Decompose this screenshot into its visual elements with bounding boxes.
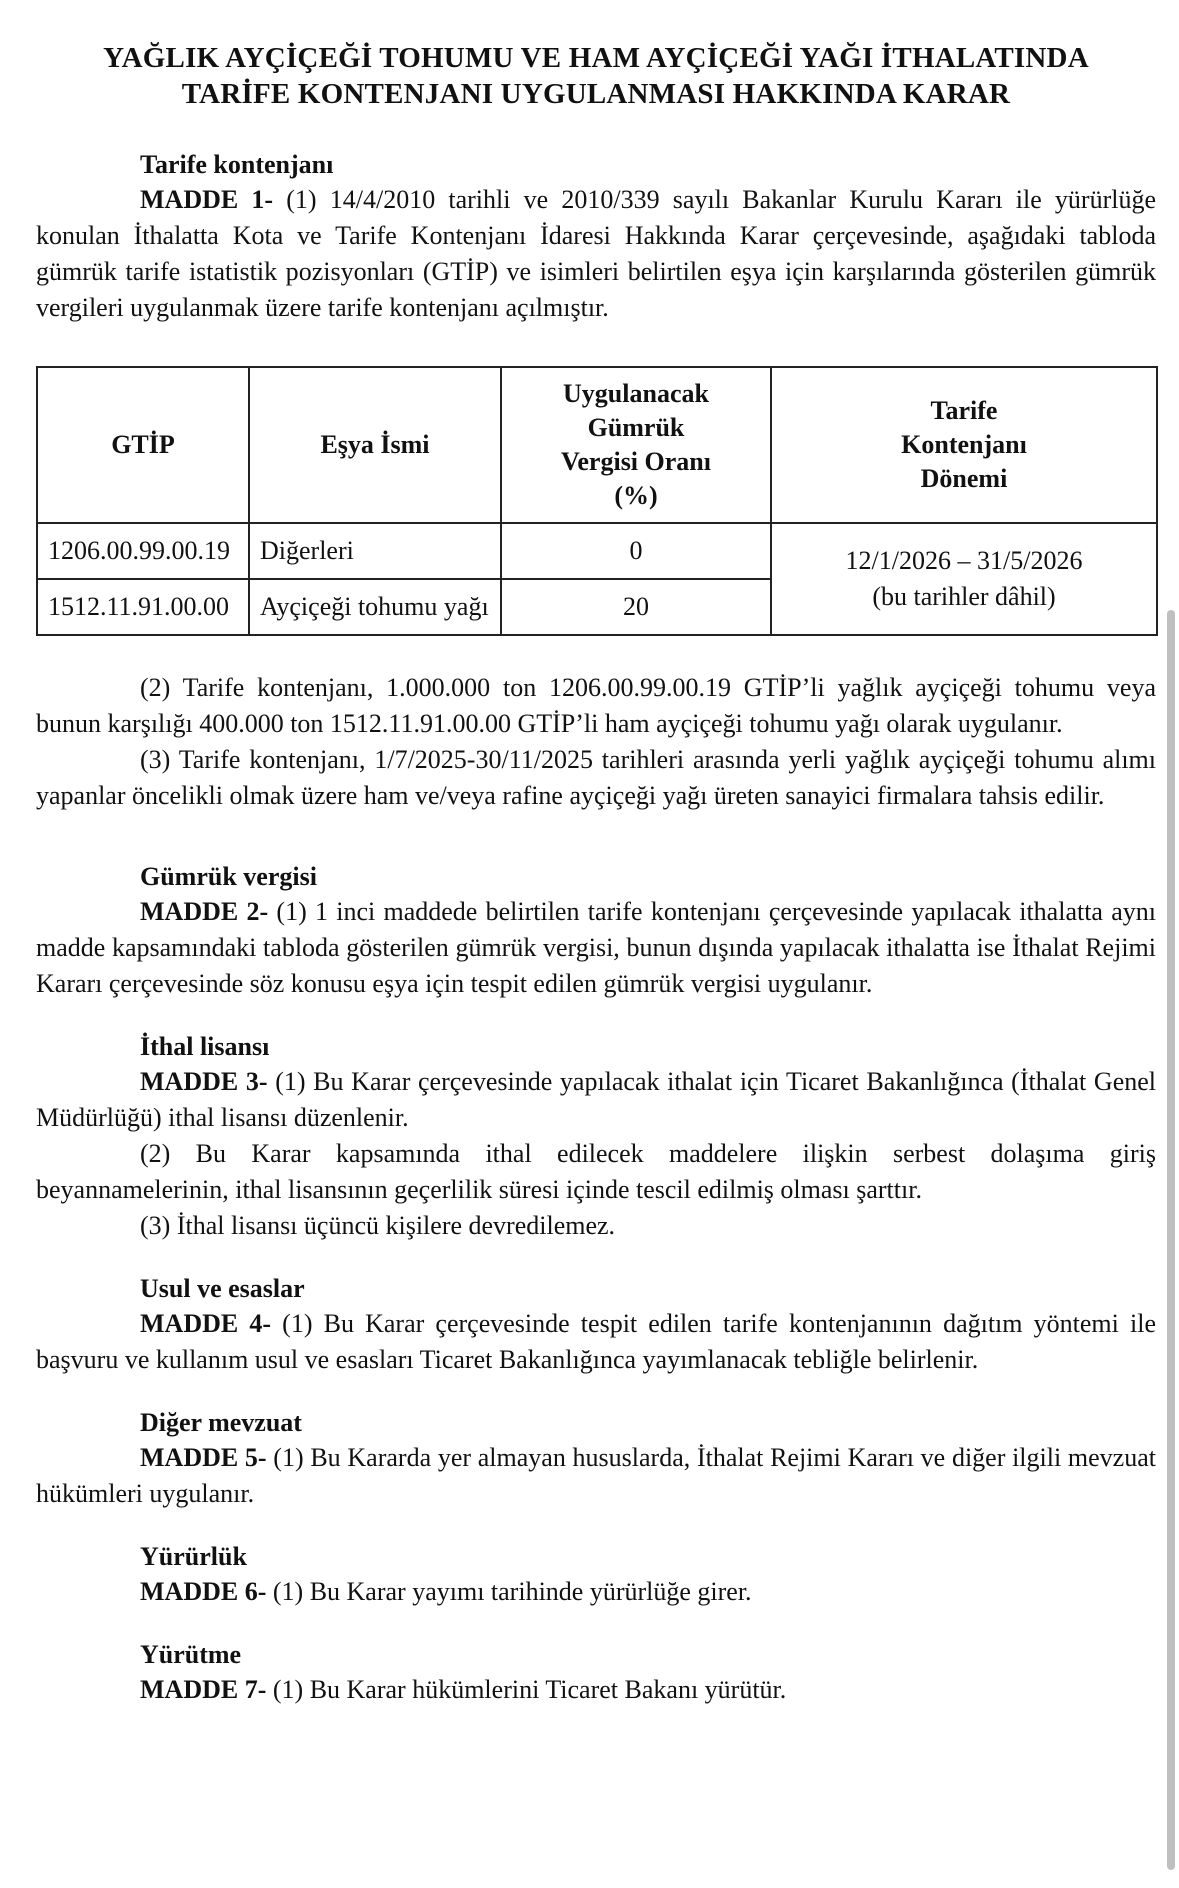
article-label: MADDE 1-: [140, 185, 274, 214]
article-label: MADDE 3-: [140, 1067, 268, 1096]
header-gtip: GTİP: [37, 367, 249, 523]
article-3-paragraph-2: (2) Bu Karar kapsamında ithal edilecek maddelere ilişkin serbest dolaşıma giriş beyannamelerinin, ithal lisansının geçerlilik süresi içinde tescil edilmiş olması şarttır.: [36, 1139, 1156, 1204]
section-yurutme: [36, 1638, 1156, 1708]
document-page: [36, 30, 1156, 1708]
section-usul-ve-esaslar: [36, 1272, 1156, 1378]
tariff-table: [36, 366, 1158, 636]
article-label: MADDE 6-: [140, 1577, 267, 1606]
section-heading: Usul ve esaslar: [140, 1274, 305, 1303]
header-rate: Uygulanacak Gümrük Vergisi Oranı (%): [501, 367, 771, 523]
article-1-paragraph-3: (3) Tarife kontenjanı, 1/7/2025-30/11/2025 tarihleri arasında yerli yağlık ayçiçeği tohumu alımı yapanlar öncelikli olmak üzere ham ve/veya rafine ayçiçeği yağı üreten sanayici firmalara tahsis edilir.: [36, 745, 1156, 810]
article-1-paragraph-2: (2) Tarife kontenjanı, 1.000.000 ton 1206.00.99.00.19 GTİP’li yağlık ayçiçeği tohumu veya bunun karşılığı 400.000 ton 1512.11.91.00.00 GTİP’li ham ayçiçeği tohumu yağı olarak uygulanır.: [36, 673, 1156, 738]
section-heading: Tarife kontenjanı: [140, 150, 334, 179]
header-period: Tarife Kontenjanı Dönemi: [771, 367, 1157, 523]
table-row: [37, 523, 1157, 579]
section-heading: İthal lisansı: [140, 1032, 270, 1061]
vertical-scrollbar[interactable]: [1167, 610, 1175, 1870]
article-4-paragraph-1: MADDE 4- (1) Bu Karar çerçevesinde tespit edilen tarife kontenjanının dağıtım yöntemi ile başvuru ve kullanım usul ve esasları Ticaret Bakanlığınca yayımlanacak tebliğle belirlenir.: [36, 1309, 1156, 1374]
title-line-1: YAĞLIK AYÇİÇEĞİ TOHUMU VE HAM AYÇİÇEĞİ YAĞI İTHALATINDA: [103, 42, 1089, 74]
article-label: MADDE 2-: [140, 897, 269, 926]
document-title: [36, 40, 1156, 112]
cell-gtip: 1512.11.91.00.00: [37, 579, 249, 635]
title-line-2: TARİFE KONTENJANI UYGULANMASI HAKKINDA KARAR: [181, 78, 1011, 110]
article-3-paragraph-3: (3) İthal lisansı üçüncü kişilere devredilemez.: [140, 1211, 616, 1240]
section-yururluk: [36, 1540, 1156, 1610]
header-esya: Eşya İsmi: [249, 367, 501, 523]
article-label: MADDE 5-: [140, 1443, 267, 1472]
section-heading: Yürütme: [140, 1640, 242, 1669]
article-6-paragraph-1: MADDE 6- (1) Bu Karar yayımı tarihinde yürürlüğe girer.: [140, 1577, 752, 1606]
article-5-paragraph-1: MADDE 5- (1) Bu Kararda yer almayan hususlarda, İthalat Rejimi Kararı ve diğer ilgili mevzuat hükümleri uygulanır.: [36, 1443, 1156, 1508]
section-heading: Yürürlük: [140, 1542, 247, 1571]
cell-esya: Diğerleri: [249, 523, 501, 579]
section-heading: Gümrük vergisi: [140, 862, 317, 891]
article-label: MADDE 4-: [140, 1309, 272, 1338]
article-label: MADDE 7-: [140, 1675, 267, 1704]
section-diger-mevzuat: [36, 1406, 1156, 1512]
cell-rate: 0: [501, 523, 771, 579]
section-gumruk-vergisi: [36, 860, 1156, 1002]
section-heading: Diğer mevzuat: [140, 1408, 302, 1437]
article-3-paragraph-1: MADDE 3- (1) Bu Karar çerçevesinde yapılacak ithalat için Ticaret Bakanlığınca (İthalat Genel Müdürlüğü) ithal lisansı düzenlenir.: [36, 1067, 1156, 1132]
section-tarife-kontenjani: [36, 148, 1156, 814]
section-ithal-lisansi: [36, 1030, 1156, 1244]
cell-esya: Ayçiçeği tohumu yağı: [249, 579, 501, 635]
cell-rate: 20: [501, 579, 771, 635]
article-1-paragraph-1: MADDE 1- (1) 14/4/2010 tarihli ve 2010/339 sayılı Bakanlar Kurulu Kararı ile yürürlüğe konulan İthalatta Kota ve Tarife Kontenjanı İdaresi Hakkında Karar çerçevesinde, aşağıdaki tabloda gümrük tarife istatistik pozisyonları (GTİP) ve isimleri belirtilen eşya için karşılarında gösterilen gümrük vergileri uygulanmak üzere tarife kontenjanı açılmıştır.: [36, 185, 1156, 322]
article-2-paragraph-1: MADDE 2- (1) 1 inci maddede belirtilen tarife kontenjanı çerçevesinde yapılacak ithalatta aynı madde kapsamındaki tabloda gösterilen gümrük vergisi, bunun dışında yapılacak ithalatta ise İthalat Rejimi Kararı çerçevesinde söz konusu eşya için tespit edilen gümrük vergisi uygulanır.: [36, 897, 1156, 998]
table-header-row: [37, 367, 1157, 523]
article-7-paragraph-1: MADDE 7- (1) Bu Karar hükümlerini Ticaret Bakanı yürütür.: [140, 1675, 787, 1704]
cell-period: 12/1/2026 – 31/5/2026 (bu tarihler dâhil): [771, 523, 1157, 635]
cell-gtip: 1206.00.99.00.19: [37, 523, 249, 579]
